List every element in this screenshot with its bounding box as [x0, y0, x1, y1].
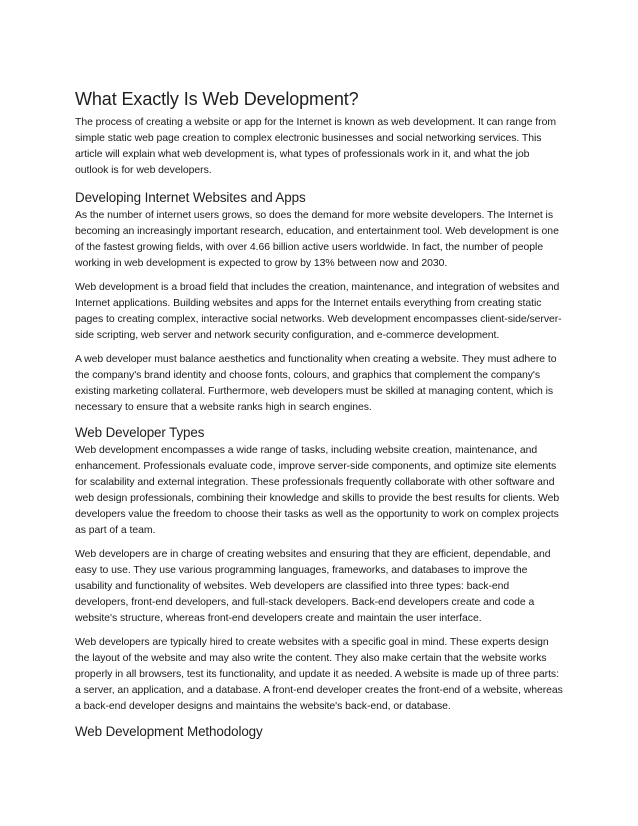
section-heading-developer-types: Web Developer Types: [75, 425, 205, 440]
section-heading-developing: Developing Internet Websites and Apps: [75, 190, 306, 205]
page-title: What Exactly Is Web Development?: [75, 89, 359, 109]
paragraph: Web development is a broad field that includes the creation, maintenance, and integration of websites and Internet applications. Building websites and apps for the Internet entails everything from creating static pages to creating complex, interactive social networks. Web development encompasses client-side/server-side scripting, web server and network security configuration, and e-commerce development.: [75, 282, 562, 341]
section-heading-methodology: Web Development Methodology: [75, 724, 263, 739]
paragraph: Web developers are typically hired to create websites with a specific goal in mind. These experts design the layout of the website and may also write the content. They also make certain that the website works properly in all browsers, test its functionality, and update it as needed. A website is made up of three parts: a server, an application, and a database. A front-end developer creates the front-end of a website, whereas a back-end developer designs and maintains the website's back-end, or database.: [75, 637, 563, 712]
document-page: [75, 88, 565, 742]
paragraph: As the number of internet users grows, so does the demand for more website developers. The Internet is becoming an increasingly important research, education, and entertainment tool. Web development is one of the fastest growing fields, with over 4.66 billion active users worldwide. In fact, the number of people working in web development is expected to grow by 13% between now and 2030.: [75, 210, 559, 269]
paragraph: A web developer must balance aesthetics and functionality when creating a website. They must adhere to the company's brand identity and choose fonts, colours, and graphics that complement the company's existing marketing collateral. Furthermore, web developers must be skilled at managing content, which is necessary to ensure that a website ranks high in search engines.: [75, 354, 557, 413]
paragraph: Web developers are in charge of creating websites and ensuring that they are efficient, dependable, and easy to use. They use various programming languages, frameworks, and databases to improve the usability and functionality of websites. Web developers are classified into three types: back-end developers, front-end developers, and full-stack developers. Back-end developers create and code a website's structure, whereas front-end developers create and maintain the user interface.: [75, 549, 551, 624]
paragraph: Web development encompasses a wide range of tasks, including website creation, maintenance, and enhancement. Professionals evaluate code, improve server-side components, and optimize site elements for scalability and external integration. These professionals frequently collaborate with other software and web design professionals, combining their knowledge and skills to provide the best results for clients. Web developers value the freedom to choose their tasks as well as the opportunity to work on complex projects as part of a team.: [75, 445, 560, 536]
intro-paragraph: The process of creating a website or app for the Internet is known as web development. It can range from simple static web page creation to complex electronic businesses and social networking services. This article will explain what web development is, what types of professionals work in it, and what the job outlook is for web developers.: [75, 117, 556, 176]
